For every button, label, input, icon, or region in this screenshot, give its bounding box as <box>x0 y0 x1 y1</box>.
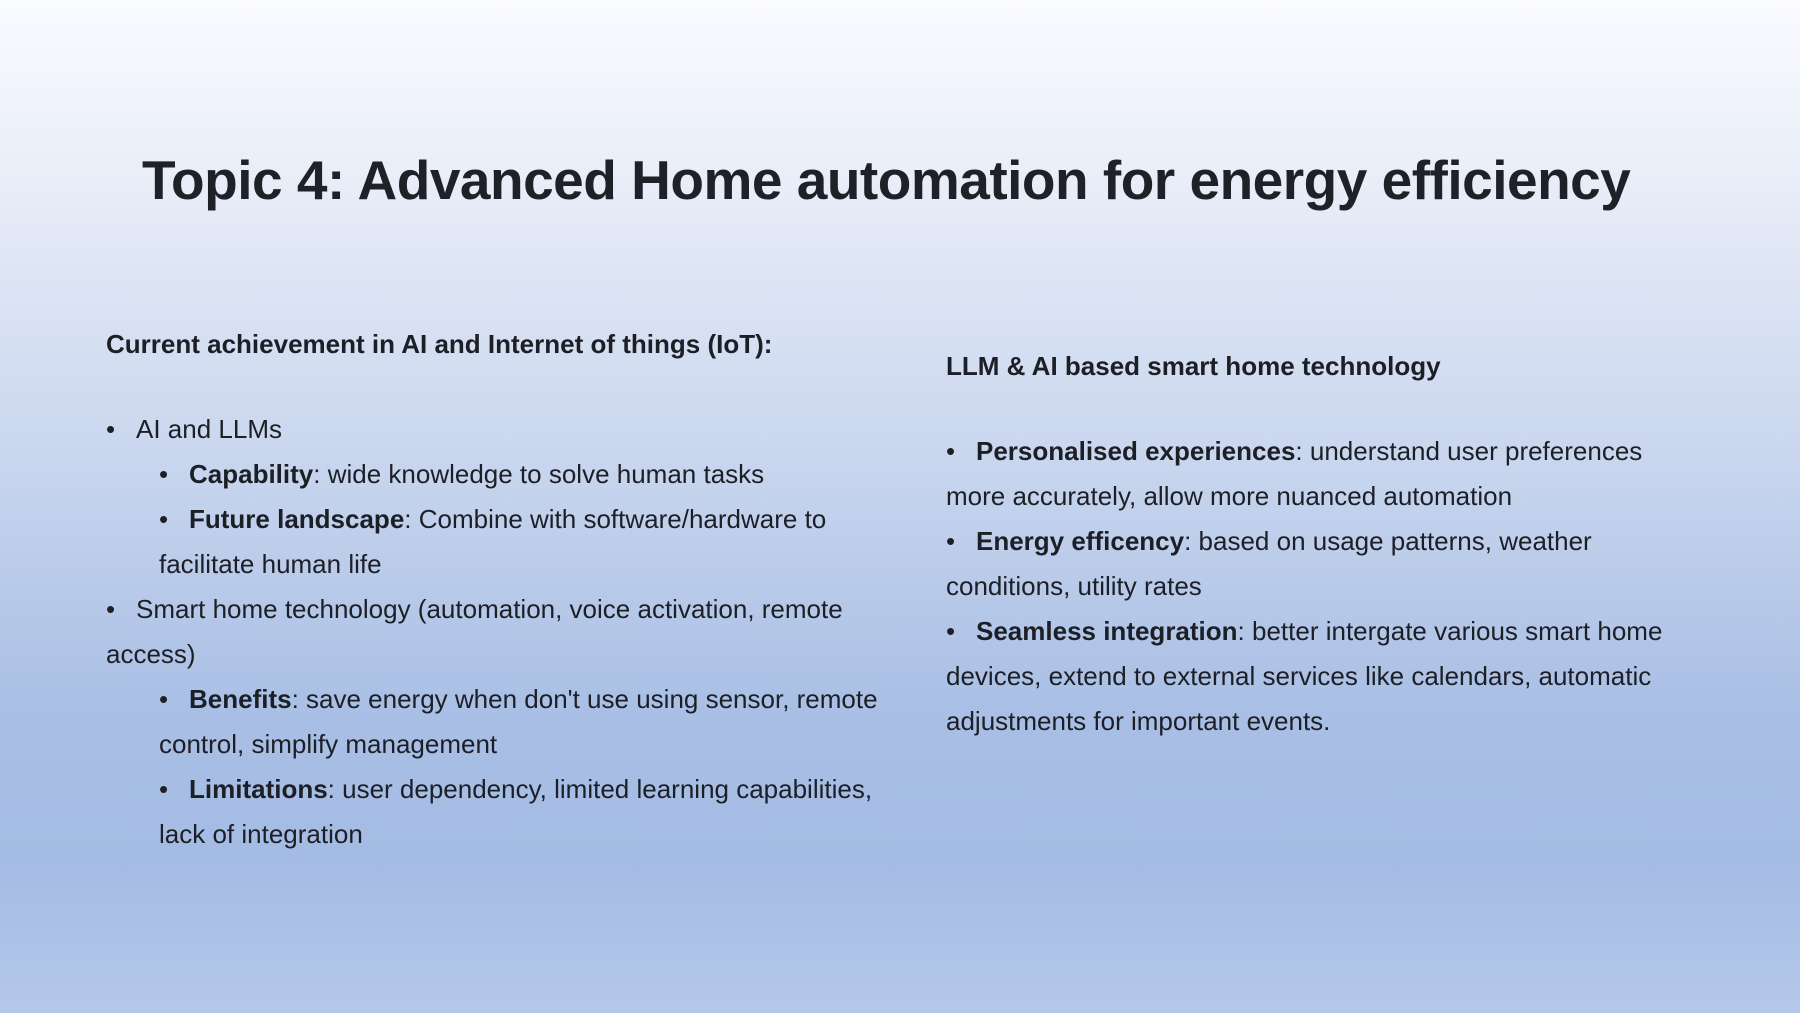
list-item-ai-llms <box>106 407 916 452</box>
item-text: Smart home technology (automation, voice activation, remote access) <box>106 594 843 669</box>
left-column <box>106 322 916 857</box>
list-item-benefits <box>106 677 916 767</box>
list-item-energy-efficency <box>946 519 1666 609</box>
right-heading: LLM & AI based smart home technology <box>946 351 1441 381</box>
bullet-icon: • <box>106 594 116 624</box>
list-item-personalised <box>946 429 1666 519</box>
list-item-smart-home <box>106 587 916 677</box>
bullet-icon: • <box>159 459 169 489</box>
item-term: Limitations <box>189 774 328 804</box>
bullet-icon: • <box>106 414 116 444</box>
item-text: AI and LLMs <box>136 414 282 444</box>
item-text: : Combine with software/hardware to facilitate human life <box>159 504 827 579</box>
item-text: : based on usage patterns, weather conditions, utility rates <box>946 526 1592 601</box>
item-term: Future landscape <box>189 504 405 534</box>
bullet-icon: • <box>159 504 169 534</box>
bullet-icon: • <box>159 774 169 804</box>
bullet-icon: • <box>946 616 956 646</box>
item-text: : save energy when don't use using sensor, remote control, simplify management <box>159 684 878 759</box>
item-term: Capability <box>189 459 314 489</box>
list-item-future-landscape <box>106 497 916 587</box>
list-item-capability <box>106 452 916 497</box>
list-item-limitations <box>106 767 916 857</box>
left-bullet-list <box>106 407 916 857</box>
item-text: : user dependency, limited learning capabilities, lack of integration <box>159 774 873 849</box>
item-term: Personalised experiences <box>976 436 1296 466</box>
bullet-icon: • <box>159 684 169 714</box>
item-term: Seamless integration <box>976 616 1238 646</box>
item-term: Energy efficency <box>976 526 1185 556</box>
item-text: : wide knowledge to solve human tasks <box>313 459 765 489</box>
left-heading: Current achievement in AI and Internet of things (IoT): <box>106 329 773 359</box>
item-text: : better intergate various smart home devices, extend to external services like calendars, automatic adjustments for important events. <box>946 616 1663 736</box>
bullet-icon: • <box>946 526 956 556</box>
item-term: Benefits <box>189 684 292 714</box>
list-item-seamless-integration <box>946 609 1666 744</box>
item-text: : understand user preferences more accurately, allow more nuanced automation <box>946 436 1643 511</box>
right-column <box>946 344 1666 744</box>
right-bullet-list <box>946 429 1666 744</box>
slide-title: Topic 4: Advanced Home automation for energy efficiency <box>142 149 1631 211</box>
bullet-icon: • <box>946 436 956 466</box>
